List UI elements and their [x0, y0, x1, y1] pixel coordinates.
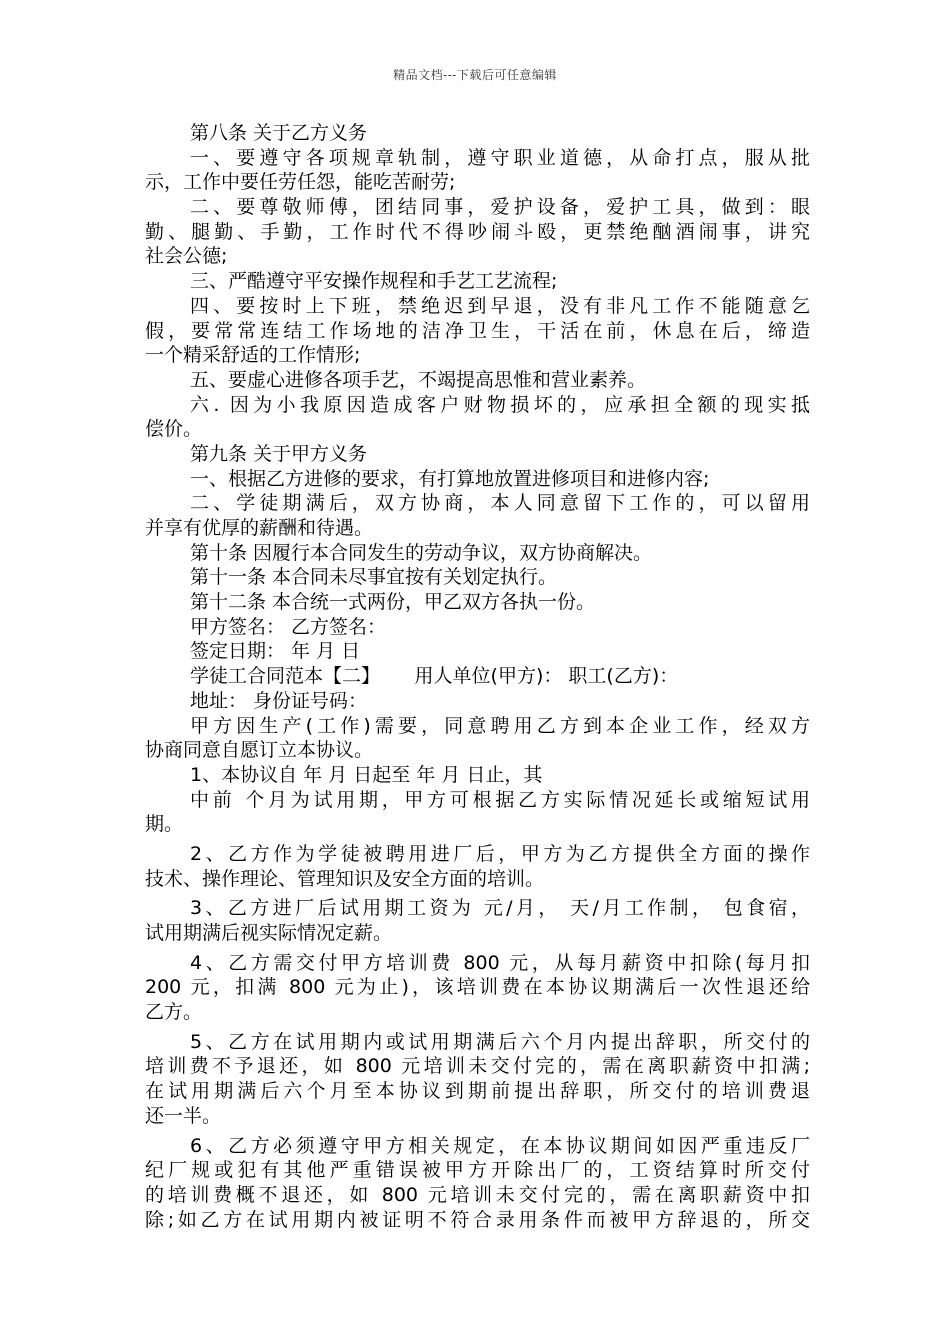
- text-line: 勤、腿勤、手勤，工作时代不得吵闹斗殴，更禁绝酗酒闹事，讲究: [145, 220, 810, 243]
- text-line: 乙方。: [145, 1001, 203, 1024]
- text-line: 6、乙方必须遵守甲方相关规定，在本协议期间如因严重违反厂: [190, 1134, 810, 1157]
- text-line: 第十一条 本合同未尽事宜按有关划定执行。: [190, 566, 558, 589]
- text-line: 除;如乙方在试用期内被证明不符合录用条件而被甲方辞退的，所交: [145, 1208, 810, 1231]
- text-line: 学徒工合同范本【二】 用人单位(甲方)： 职工(乙方)：: [190, 665, 679, 688]
- text-line: 纪厂规或犯有其他严重错误被甲方开除出厂的，工资结算时所交付: [145, 1159, 810, 1182]
- text-line: 1、本协议自 年 月 日起至 年 月 日止，其: [190, 763, 543, 786]
- text-line: 第十条 因履行本合同发生的劳动争议，双方协商解决。: [190, 541, 653, 564]
- text-line: 5、乙方在试用期内或试用期满后六个月内提出辞职，所交付的: [190, 1030, 810, 1053]
- text-line: 第九条 关于甲方义务: [190, 442, 368, 465]
- text-line: 技术、操作理论、管理知识及安全方面的培训。: [145, 867, 545, 890]
- text-line: 二、学徒期满后，双方协商，本人同意留下工作的，可以留用: [190, 492, 810, 515]
- text-line: 二、要尊敬师傅，团结同事，爱护设备，爱护工具，做到：眼: [190, 196, 810, 219]
- text-line: 还一半。: [145, 1104, 222, 1127]
- text-line: 期。: [145, 813, 184, 836]
- text-line: 第十二条 本合统一式两份，甲乙双方各执一份。: [190, 591, 596, 614]
- text-line: 试用期满后视实际情况定薪。: [145, 922, 393, 944]
- text-line: 第八条 关于乙方义务: [190, 122, 368, 144]
- text-line: 的培训费概不退还，如 800 元培训未交付完的，需在离职薪资中扣: [145, 1183, 810, 1206]
- text-line: 示，工作中要任劳任怨，能吃苦耐劳;: [145, 171, 456, 194]
- text-line: 3、乙方进厂后试用期工资为 元/月， 天/月工作制， 包食宿，: [190, 897, 810, 920]
- text-line: 200 元，扣满 800 元为止)，该培训费在本协议期满后一次性退还给: [145, 976, 810, 999]
- text-line: 中前 个月为试用期，甲方可根据乙方实际情况延长或缩短试用: [190, 788, 810, 811]
- text-line: 甲方签名： 乙方签名：: [190, 615, 387, 638]
- text-line: 六. 因为小我原因造成客户财物损坏的，应承担全额的现实抵: [190, 393, 810, 416]
- text-line: 甲方因生产(工作)需要，同意聘用乙方到本企业工作，经双方: [190, 714, 810, 737]
- text-line: 地址： 身份证号码：: [190, 689, 368, 712]
- page-header: 精品文档---下载后可任意编辑: [393, 68, 557, 82]
- text-line: 三、严酷遵守平安操作规程和手艺工艺流程;: [190, 270, 558, 293]
- text-line: 社会公德;: [145, 245, 228, 268]
- text-line: 在试用期满后六个月至本协议到期前提出辞职，所交付的培训费退: [145, 1080, 810, 1103]
- text-line: 偿价。: [145, 418, 203, 441]
- text-line: 培训费不予退还，如 800 元培训未交付完的，需在离职薪资中扣满;: [145, 1055, 810, 1078]
- text-line: 一、要遵守各项规章轨制，遵守职业道德，从命打点，服从批: [190, 146, 810, 169]
- text-line: 2、乙方作为学徒被聘用进厂后，甲方为乙方提供全方面的操作: [190, 842, 810, 865]
- document-body: [145, 121, 810, 1232]
- text-line: 协商同意自愿订立本协议。: [145, 739, 374, 762]
- text-line: 假，要常常连结工作场地的洁净卫生，干活在前，休息在后，缔造: [145, 319, 810, 342]
- text-line: 五、要虚心进修各项手艺，不竭提高思惟和营业素养。: [190, 368, 647, 391]
- text-line: 一个精采舒适的工作情形;: [145, 344, 361, 367]
- text-line: 4、乙方需交付甲方培训费 800 元，从每月薪资中扣除(每月扣: [190, 951, 810, 974]
- text-line: 并享有优厚的薪酬和待遇。: [145, 517, 374, 539]
- text-line: 四、要按时上下班，禁绝迟到早退，没有非凡工作不能随意乞: [190, 294, 810, 317]
- text-line: 签定日期： 年 月 日: [190, 640, 361, 663]
- text-line: 一、根据乙方进修的要求，有打算地放置进修项目和进修内容;: [190, 467, 710, 490]
